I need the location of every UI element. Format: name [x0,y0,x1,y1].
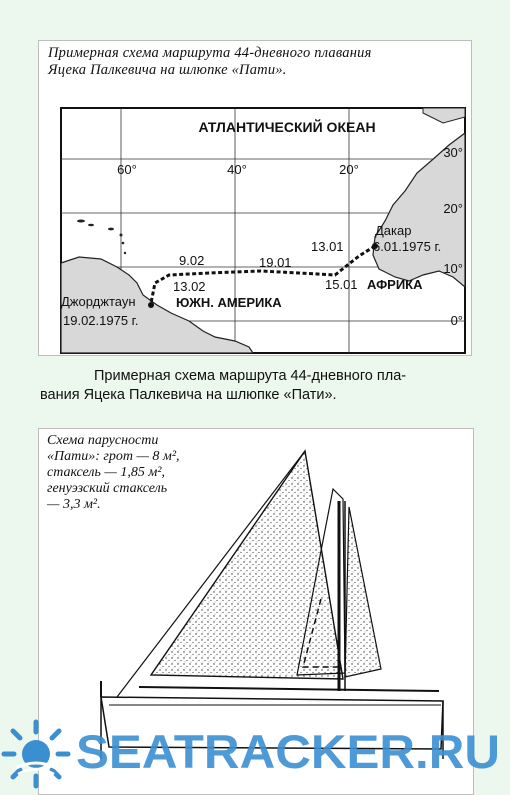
sail-caption-line-2: «Пати»: грот — 8 м², [47,449,180,465]
end-date: 19.02.1975 г. [63,313,139,328]
route-map-figure [38,40,472,356]
watermark-text: SEATRACKER.RU [76,725,500,778]
map-caption-line-2: Яцека Палкевича на шлюпке «Пати». [48,61,287,78]
seatracker-watermark [0,706,510,793]
sail-caption-line-3: стаксель — 1,85 м², [47,465,165,481]
text-caption-line-1: Примерная схема маршрута 44-дневного пла- [94,368,407,384]
sail-caption-line-4: генуэзский стаксель [47,481,168,497]
boom [139,687,439,691]
route-map [39,41,471,355]
mainsail [345,507,381,677]
map-caption-line-1: Примерная схема маршрута 44-дневного плавания [48,45,372,61]
longitude-20: 20° [339,162,359,177]
route-date-13-02: 13.02 [173,279,206,294]
latitude-30: 30° [443,145,463,160]
route-date-15-01: 15.01 [325,277,358,292]
continent-south-america: ЮЖН. АМЕРИКА [176,295,282,310]
latitude-0: 0° [450,313,463,328]
end-city: Джорджтаун [61,294,136,309]
text-caption-line-2: вания Яцека Палкевича на шлюпке «Пати». [40,386,337,403]
route-date-9-02: 9.02 [179,253,205,268]
latitude-20: 20° [443,201,463,216]
latitude-10: 10° [443,261,463,276]
start-city: Дакар [375,223,412,238]
start-date: 6.01.1975 г. [373,239,442,254]
longitude-60: 60° [117,162,137,177]
sail-caption-line-5: — 3,3 м². [47,497,101,513]
genoa-sail [151,451,343,679]
figure-text-caption [40,367,470,405]
continent-africa: АФРИКА [367,277,423,292]
longitude-40: 40° [227,162,247,177]
route-date-13-01: 13.01 [311,239,344,254]
ocean-label: АТЛАНТИЧЕСКИЙ ОКЕАН [198,119,376,135]
sail-caption-line-1: Схема парусности [47,433,159,448]
sun-logo-icon [4,722,68,786]
route-date-19-01: 19.01 [259,255,292,270]
georgetown-marker [148,302,154,308]
